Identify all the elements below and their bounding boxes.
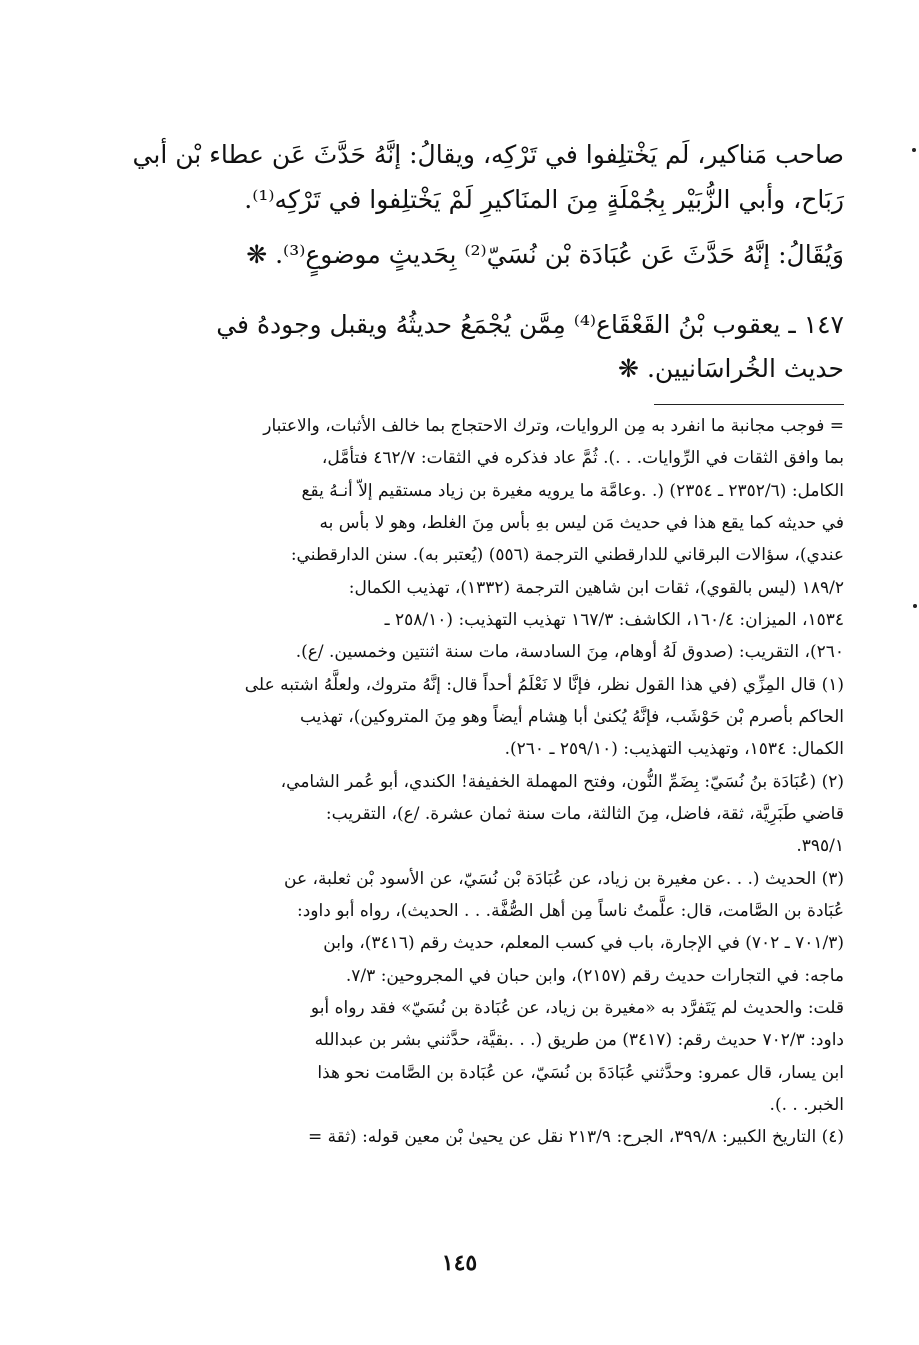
footnote-line-14: ٣٩٥/١. — [796, 836, 844, 856]
scan-mark-dot — [912, 148, 916, 152]
footnote-line-16: عُبَادة بن الصَّامت، قال: علَّمتُ ناساً مِن أهل الصُّفَّة. . . الحديث)، رواه أبو داود: — [297, 901, 844, 921]
footnote-line-19: قلت: والحديث لم يَتَفرَّد به «مغيرة بن زياد، عن عُبَادة بن نُسَيّ» فقد رواه أبو — [310, 998, 844, 1018]
footnote-line-20: داود: ٧٠٢/٣ حديث رقم: (٣٤١٧) من طريق (. . .بقيَّة، حدَّثني بشر بن عبدالله — [314, 1030, 844, 1050]
footnote-separator — [654, 404, 844, 405]
footnote-line-4: في حديثه كما يقع هذا في حديث مَن ليس بهِ بأس مِنَ الغلط، وهو لا بأس به — [319, 513, 844, 533]
footnote-line-18: ماجه: في التجارات حديث رقم (٢١٥٧)، وابن حبان في المجروحين: ٧/٣. — [345, 966, 844, 986]
footnote-line-8: ٢٦٠)، التقريب: (صدوق لَهُ أوهام، مِنَ السادسة، مات سنة اثنتين وخمسين. /ع). — [295, 642, 844, 662]
footnote-line-9: (١) قال المِزِّي (في هذا القول نظر، فإنَّا لا نَعْلَمُ أحداً قال: إنَّهُ متروك، ولعلَّهُ اشتبه على — [244, 675, 844, 695]
footnote-line-2: بما وافق الثقات في الرِّوايات. . .). ثُمَّ عاد فذكره في الثقات: ٤٦٢/٧ فتأمَّل، — [321, 448, 844, 468]
footnote-line-22: الخبر. . .). — [769, 1095, 844, 1115]
main-text-line-4: ١٤٧ ـ يعقوب بْنُ القَعْقَاع⁽⁴⁾ مِمَّن يُجْمَعُ حديثُهُ ويقبل وجودهُ في — [216, 310, 844, 339]
footnote-line-5: عندي)، سؤالات البرقاني للدارقطني الترجمة (٥٥٦) (يُعتبر به). سنن الدارقطني: — [290, 545, 844, 565]
footnote-line-21: ابن يسار، قال عمرو: وحدَّثني عُبَادَةَ بن نُسَيّ، عن عُبَادة بن الصَّامت نحو هذا — [317, 1063, 844, 1083]
footnote-line-1: = فوجب مجانبة ما انفرد به مِن الروايات، وترك الاحتجاج بما خالف الأثبات، والاعتبار — [263, 416, 844, 436]
scan-mark-dot — [913, 604, 917, 608]
footnote-line-10: الحاكم بأصرم بْن حَوْشَب، فإنَّهُ يُكنىٰ أبا هِشام أيضاً وهو مِنَ المتروكين)، تهذيب — [299, 707, 844, 727]
footnote-line-17: (٧٠١/٣ ـ ٧٠٢) في الإجارة، باب في كسب المعلم، حديث رقم (٣٤١٦)، وابن — [323, 933, 844, 953]
footnote-line-3: الكامل: (٢٣٥٢/٦ ـ ٢٣٥٤) (. .وعامَّة ما يرويه مغيرة بن زياد مستقيم إلاّ أنـهُ يقع — [301, 481, 844, 501]
footnote-line-11: الكمال: ١٥٣٤، وتهذيب التهذيب: (٢٥٩/١٠ ـ ٢٦٠). — [504, 739, 844, 759]
main-text-line-3: وَيُقَالُ: إنَّهُ حَدَّثَ عَن عُبَادَة بْن نُسَيّ⁽²⁾ بِحَديثٍ موضوعٍ⁽³⁾. ❋ — [246, 240, 844, 269]
page-number: ١٤٥ — [441, 1250, 478, 1276]
main-text-line-2: رَبَاح، وأبي الزُّبَيْر بِجُمْلَةٍ مِنَ المنَاكيرِ لَمْ يَخْتلِفوا في تَرْكِه⁽¹⁾. — [244, 185, 844, 214]
footnote-line-6: ١٨٩/٢ (ليس بالقوي)، ثقات ابن شاهين الترجمة (١٣٣٢)، تهذيب الكمال: — [348, 578, 844, 598]
main-text-line-1: صاحب مَناكير، لَم يَخْتلِفوا في تَرْكِه، ويقالُ: إنَّهُ حَدَّثَ عَن عطاء بْن أبي — [132, 140, 844, 169]
footnote-line-13: قاضي طَبَرِيَّة، ثقة، فاضل، مِنَ الثالثة، مات سنة ثمان عشرة. /ع)، التقريب: — [325, 804, 844, 824]
footnote-line-7: ١٥٣٤، الميزان: ١٦٠/٤، الكاشف: ١٦٧/٣ تهذيب التهذيب: (٢٥٨/١٠ ـ — [384, 610, 844, 630]
footnote-line-15: (٣) الحديث (. . .عن مغيرة بن زياد، عن عُبَادَة بْن نُسَيّ، عن الأسود بْن ثعلبة، عن — [284, 869, 844, 889]
footnote-line-23: (٤) التاريخ الكبير: ٣٩٩/٨، الجرح: ٢١٣/٩ نقل عن يحيىٰ بْن معين قوله: (ثقة = — [307, 1127, 844, 1147]
main-text-line-5: حديث الخُراسَانيين. ❋ — [618, 354, 844, 383]
footnote-line-12: (٢) (عُبَادَة بنُ نُسَيّ: بِضَمِّ النُّون، وفتح المهملة الخفيفة! الكندي، أبو عُمر الشامي، — [280, 772, 844, 792]
